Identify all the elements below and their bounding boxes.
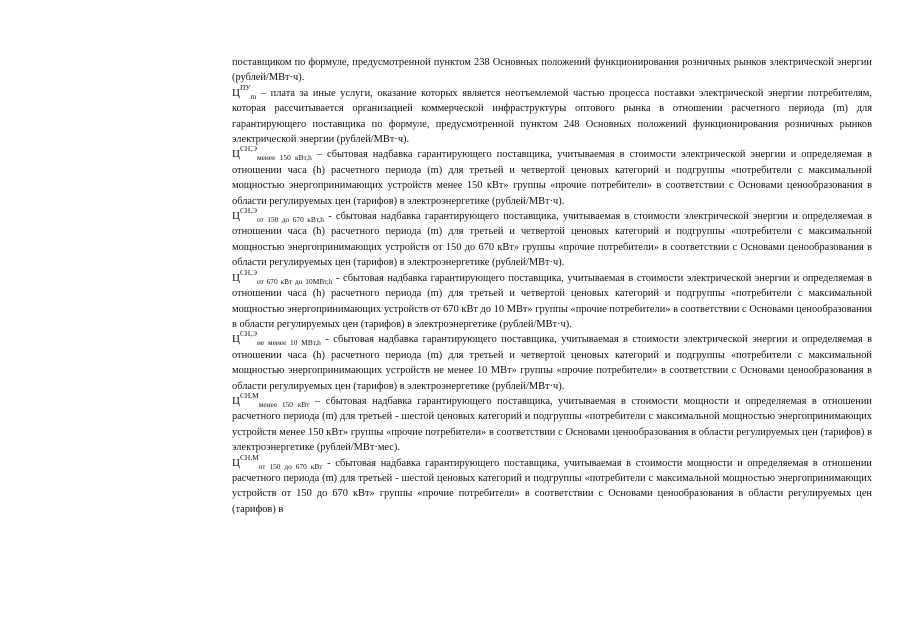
paragraph-text: - сбытовая надбавка гарантирующего поставщика, учитываемая в стоимости электрической энергии и определяемая в отношении часа (h) расчетного периода (m) для третьей и четвертой ценовых категорий и подгруппы «потребители с максимальной мощностью энергопринимающих устройств от 670 кВт до 10 МВт» группы «прочие потребители» в соответствии с Основами ценообразования в области регулируемых цен (тарифов) в электроэнергетике (рублей/МВт·ч).	[232, 272, 872, 330]
paragraph-text: - сбытовая надбавка гарантирующего поставщика, учитываемая в стоимости электрической энергии и определяемая в отношении часа (h) расчетного периода (m) для третьей и четвертой ценовых категорий и подгруппы «потребители с максимальной мощностью энергопринимающих устройств не менее 10 МВт» группы «прочие потребители» в соответствии с Основами ценообразования в области регулируемых цен (тарифов) в электроэнергетике (рублей/МВт·ч).	[232, 334, 873, 392]
paragraph-text: – сбытовая надбавка гарантирующего поставщика, учитываемая в стоимости электрической энергии и определяемая в отношении часа (h) расчетного периода (m) для третьей и четвертой ценовых категорий и подгруппы «потребители с максимальной мощностью энергопринимающих устройств менее 150 кВт» группы «прочие потребители» в соответствии с Основами ценообразования в области регулируемых цен (тарифов) в электроэнергетике (рублей/МВт·ч).	[232, 149, 872, 207]
paragraph-ts-sn-e-670-10mw	[232, 267, 872, 333]
paragraph-ts-sn-e-10mw-plus	[232, 329, 873, 394]
paragraph-text: - сбытовая надбавка гарантирующего поставщика, учитываемая в стоимости мощности и определяемая в отношении расчетного периода (m) для третьей - шестой ценовых категорий и подгруппы «потребители с максимальной мощностью энергопринимающих устройств от 150 до 670 кВт» группы «прочие потребители» в соответствии с Основами ценообразования в области регулируемых цен (тарифов) в	[232, 457, 872, 515]
formula-symbol: $Ц^{СН,Э}_{не менее 10 МВт,h}$	[232, 329, 321, 348]
paragraph-text: – сбытовая надбавка гарантирующего поставщика, учитываемая в стоимости мощности и определяемая в отношении расчетного периода (m) для третьей - шестой ценовых категорий и подгруппы «потребители с максимальной мощностью энергопринимающих устройств менее 150 кВт» группы «прочие потребители» в соответствии с Основами ценообразования в области регулируемых цен (тарифов) в электроэнергетике (рублей/МВт·мес).	[232, 395, 872, 454]
paragraph-ts-sn-m-less-150	[232, 390, 872, 456]
document-page	[232, 55, 872, 517]
formula-symbol: $Ц^{СН,М}_{менее 150 кВт}$	[232, 390, 310, 409]
formula-symbol: $Ц^{ПУ}_m$	[232, 82, 257, 101]
paragraph-ts-sn-e-150-670	[232, 206, 872, 271]
paragraph-ts-sn-m-150-670	[232, 452, 872, 518]
paragraph-continuation	[232, 55, 872, 86]
paragraph-ts-sn-e-less-150	[232, 144, 872, 209]
formula-symbol: $Ц^{СН,Э}_{от 670 кВт до 10МВт,h}$	[232, 267, 333, 286]
paragraph-text: - сбытовая надбавка гарантирующего поставщика, учитываемая в стоимости электрической энергии и определяемая в отношении часа (h) расчетного периода (m) для третьей и четвертой ценовых категорий и подгруппы «потребители с максимальной мощностью энергопринимающих устройств от 150 до 670 кВт» группы «прочие потребители» в соответствии с Основами ценообразования в области регулируемых цен (тарифов) в электроэнергетике (рублей/МВт·ч).	[232, 211, 872, 269]
formula-symbol: $Ц^{СН,Э}_{от 150 до 670 кВт,h}$	[232, 206, 324, 225]
formula-symbol: $Ц^{СН,М}_{от 150 до 670 кВт}$	[232, 452, 323, 471]
paragraph-text: – плата за иные услуги, оказание которых является неотъемлемой частью процесса поставки электрической энергии потребителям, которая рассчитывается организацией коммерческой инфраструктуры оптового рынка в отношении расчетного периода (m) для гарантирующего поставщика по формуле, предусмотренной пунктом 248 Основных положений функционирования розничных рынков электрической энергии (рублей/МВт·ч).	[232, 87, 872, 146]
paragraph-ts-pu	[232, 82, 872, 148]
formula-symbol: $Ц^{СН,Э}_{менее 150 кВт,h}$	[232, 144, 312, 163]
paragraph-text: поставщиком по формуле, предусмотренной пунктом 238 Основных положений функционирования розничных рынков электрической энергии (рублей/МВт·ч).	[232, 57, 872, 84]
